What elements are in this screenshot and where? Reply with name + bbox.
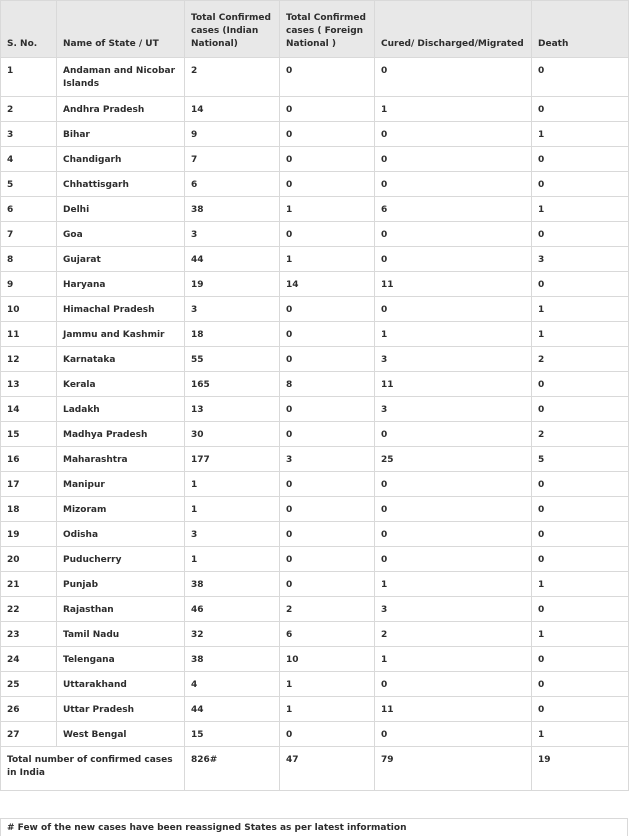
cell-indian: 18 [185, 322, 280, 347]
cell-state: Rajasthan [57, 597, 185, 622]
cell-cured: 2 [375, 622, 532, 647]
cell-sno: 19 [1, 522, 57, 547]
cell-cured: 6 [375, 197, 532, 222]
cell-foreign: 10 [280, 647, 375, 672]
cell-foreign: 0 [280, 172, 375, 197]
cell-indian: 4 [185, 672, 280, 697]
cell-death: 0 [532, 697, 629, 722]
cell-sno: 8 [1, 247, 57, 272]
cell-sno: 14 [1, 397, 57, 422]
cell-cured: 0 [375, 222, 532, 247]
cell-indian: 2 [185, 58, 280, 97]
cell-death: 0 [532, 222, 629, 247]
cell-cured: 0 [375, 422, 532, 447]
cell-death: 0 [532, 647, 629, 672]
cell-foreign: 0 [280, 122, 375, 147]
cell-sno: 9 [1, 272, 57, 297]
table-row [1, 247, 629, 272]
cell-state: Telengana [57, 647, 185, 672]
cell-state: Bihar [57, 122, 185, 147]
cell-foreign: 0 [280, 97, 375, 122]
cell-cured: 0 [375, 672, 532, 697]
table-row [1, 122, 629, 147]
table-row [1, 322, 629, 347]
cell-sno: 6 [1, 197, 57, 222]
cell-foreign: 8 [280, 372, 375, 397]
cell-state: Gujarat [57, 247, 185, 272]
cell-indian: 13 [185, 397, 280, 422]
cell-foreign: 1 [280, 247, 375, 272]
cell-death: 0 [532, 372, 629, 397]
cell-state: Puducherry [57, 547, 185, 572]
cell-state: Odisha [57, 522, 185, 547]
cell-cured: 11 [375, 272, 532, 297]
cell-indian: 7 [185, 147, 280, 172]
table-row [1, 697, 629, 722]
cell-state: Madhya Pradesh [57, 422, 185, 447]
table-row [1, 422, 629, 447]
total-label: Total number of confirmed cases in India [1, 747, 185, 791]
cell-foreign: 1 [280, 697, 375, 722]
cell-cured: 0 [375, 58, 532, 97]
cell-state: Jammu and Kashmir [57, 322, 185, 347]
table-row [1, 97, 629, 122]
total-cured: 79 [375, 747, 532, 791]
table-row [1, 547, 629, 572]
cell-foreign: 0 [280, 522, 375, 547]
cell-state: Uttarakhand [57, 672, 185, 697]
cell-state: Maharashtra [57, 447, 185, 472]
cell-state: Goa [57, 222, 185, 247]
cell-death: 0 [532, 172, 629, 197]
cell-death: 0 [532, 147, 629, 172]
cell-state: Karnataka [57, 347, 185, 372]
cell-cured: 1 [375, 647, 532, 672]
cell-indian: 1 [185, 547, 280, 572]
cell-foreign: 0 [280, 422, 375, 447]
cell-cured: 25 [375, 447, 532, 472]
cell-state: Uttar Pradesh [57, 697, 185, 722]
cell-sno: 23 [1, 622, 57, 647]
table-row [1, 397, 629, 422]
cell-indian: 1 [185, 497, 280, 522]
cell-death: 1 [532, 197, 629, 222]
cell-foreign: 0 [280, 222, 375, 247]
header-row [1, 1, 629, 58]
cell-death: 5 [532, 447, 629, 472]
cell-cured: 0 [375, 472, 532, 497]
cell-indian: 1 [185, 472, 280, 497]
cell-indian: 9 [185, 122, 280, 147]
table-row [1, 347, 629, 372]
cell-cured: 0 [375, 547, 532, 572]
footnote: # Few of the new cases have been reassigned States as per latest information [0, 818, 628, 836]
cell-foreign: 0 [280, 147, 375, 172]
table-row [1, 272, 629, 297]
cell-sno: 11 [1, 322, 57, 347]
cell-cured: 0 [375, 297, 532, 322]
cell-sno: 7 [1, 222, 57, 247]
cell-indian: 3 [185, 297, 280, 322]
table-row [1, 722, 629, 747]
cell-cured: 0 [375, 522, 532, 547]
cell-death: 0 [532, 547, 629, 572]
header-death: Death [532, 1, 629, 58]
table-row [1, 522, 629, 547]
table-row [1, 222, 629, 247]
table-row [1, 572, 629, 597]
cell-death: 1 [532, 322, 629, 347]
cell-cured: 0 [375, 722, 532, 747]
cell-sno: 18 [1, 497, 57, 522]
cell-death: 0 [532, 472, 629, 497]
cell-indian: 44 [185, 247, 280, 272]
cell-sno: 5 [1, 172, 57, 197]
cell-foreign: 0 [280, 347, 375, 372]
cell-indian: 3 [185, 222, 280, 247]
header-state: Name of State / UT [57, 1, 185, 58]
cell-sno: 21 [1, 572, 57, 597]
cell-foreign: 6 [280, 622, 375, 647]
cell-foreign: 14 [280, 272, 375, 297]
cell-sno: 10 [1, 297, 57, 322]
cell-indian: 15 [185, 722, 280, 747]
table-row [1, 372, 629, 397]
header-foreign-cases: Total Confirmed cases ( Foreign National ) [280, 1, 375, 58]
cell-sno: 15 [1, 422, 57, 447]
cell-foreign: 1 [280, 197, 375, 222]
cell-indian: 6 [185, 172, 280, 197]
cell-state: Delhi [57, 197, 185, 222]
cell-sno: 20 [1, 547, 57, 572]
table-row [1, 497, 629, 522]
cell-state: Chandigarh [57, 147, 185, 172]
cell-foreign: 0 [280, 572, 375, 597]
cell-sno: 27 [1, 722, 57, 747]
cell-indian: 38 [185, 572, 280, 597]
cell-sno: 16 [1, 447, 57, 472]
cell-death: 1 [532, 297, 629, 322]
cell-sno: 3 [1, 122, 57, 147]
table-row [1, 472, 629, 497]
cell-indian: 55 [185, 347, 280, 372]
cell-state: Haryana [57, 272, 185, 297]
cell-cured: 1 [375, 322, 532, 347]
cell-state: West Bengal [57, 722, 185, 747]
cell-cured: 3 [375, 397, 532, 422]
cell-foreign: 0 [280, 297, 375, 322]
cell-death: 0 [532, 97, 629, 122]
cell-indian: 19 [185, 272, 280, 297]
cell-cured: 3 [375, 597, 532, 622]
cell-state: Punjab [57, 572, 185, 597]
cell-death: 2 [532, 347, 629, 372]
cell-state: Manipur [57, 472, 185, 497]
cell-cured: 0 [375, 247, 532, 272]
table-row [1, 297, 629, 322]
cell-state: Andaman and Nicobar Islands [57, 58, 185, 97]
cell-indian: 32 [185, 622, 280, 647]
cell-indian: 30 [185, 422, 280, 447]
table-row [1, 647, 629, 672]
cell-cured: 1 [375, 97, 532, 122]
table-header [1, 1, 629, 58]
cell-indian: 38 [185, 197, 280, 222]
table-row [1, 197, 629, 222]
header-sno: S. No. [1, 1, 57, 58]
table-row [1, 447, 629, 472]
cell-death: 1 [532, 122, 629, 147]
cell-sno: 25 [1, 672, 57, 697]
header-cured: Cured/ Discharged/Migrated [375, 1, 532, 58]
cell-indian: 3 [185, 522, 280, 547]
cell-death: 1 [532, 622, 629, 647]
cell-sno: 22 [1, 597, 57, 622]
cell-foreign: 0 [280, 722, 375, 747]
table-row [1, 597, 629, 622]
cell-cured: 0 [375, 497, 532, 522]
cell-state: Kerala [57, 372, 185, 397]
total-death: 19 [532, 747, 629, 791]
cell-death: 0 [532, 597, 629, 622]
cell-death: 0 [532, 522, 629, 547]
header-indian-cases: Total Confirmed cases (Indian National) [185, 1, 280, 58]
cell-sno: 26 [1, 697, 57, 722]
cell-cured: 3 [375, 347, 532, 372]
cell-sno: 4 [1, 147, 57, 172]
cell-death: 0 [532, 272, 629, 297]
cell-sno: 12 [1, 347, 57, 372]
cell-state: Chhattisgarh [57, 172, 185, 197]
cell-foreign: 2 [280, 597, 375, 622]
cell-foreign: 0 [280, 322, 375, 347]
table-total [1, 747, 629, 791]
cell-state: Mizoram [57, 497, 185, 522]
table-row [1, 622, 629, 647]
cell-sno: 17 [1, 472, 57, 497]
cell-state: Tamil Nadu [57, 622, 185, 647]
cell-foreign: 3 [280, 447, 375, 472]
cell-death: 1 [532, 722, 629, 747]
cell-foreign: 1 [280, 672, 375, 697]
cell-cured: 11 [375, 697, 532, 722]
cell-cured: 1 [375, 572, 532, 597]
total-indian: 826# [185, 747, 280, 791]
cell-death: 0 [532, 672, 629, 697]
cell-indian: 44 [185, 697, 280, 722]
total-row [1, 747, 629, 791]
table-row [1, 147, 629, 172]
cell-cured: 11 [375, 372, 532, 397]
cell-indian: 14 [185, 97, 280, 122]
cell-death: 3 [532, 247, 629, 272]
cell-cured: 0 [375, 172, 532, 197]
cell-death: 0 [532, 58, 629, 97]
cell-sno: 13 [1, 372, 57, 397]
cell-foreign: 0 [280, 472, 375, 497]
cell-foreign: 0 [280, 547, 375, 572]
cell-sno: 1 [1, 58, 57, 97]
table-body [1, 58, 629, 747]
table-row [1, 672, 629, 697]
cell-state: Andhra Pradesh [57, 97, 185, 122]
cell-foreign: 0 [280, 497, 375, 522]
cell-sno: 2 [1, 97, 57, 122]
cell-death: 1 [532, 572, 629, 597]
cell-death: 2 [532, 422, 629, 447]
table-row [1, 58, 629, 97]
cell-cured: 0 [375, 147, 532, 172]
cell-indian: 177 [185, 447, 280, 472]
cell-indian: 46 [185, 597, 280, 622]
cell-indian: 165 [185, 372, 280, 397]
cell-cured: 0 [375, 122, 532, 147]
cell-state: Ladakh [57, 397, 185, 422]
cell-indian: 38 [185, 647, 280, 672]
cell-foreign: 0 [280, 58, 375, 97]
cell-state: Himachal Pradesh [57, 297, 185, 322]
cell-death: 0 [532, 497, 629, 522]
table-row [1, 172, 629, 197]
cell-sno: 24 [1, 647, 57, 672]
total-foreign: 47 [280, 747, 375, 791]
cell-death: 0 [532, 397, 629, 422]
cell-foreign: 0 [280, 397, 375, 422]
